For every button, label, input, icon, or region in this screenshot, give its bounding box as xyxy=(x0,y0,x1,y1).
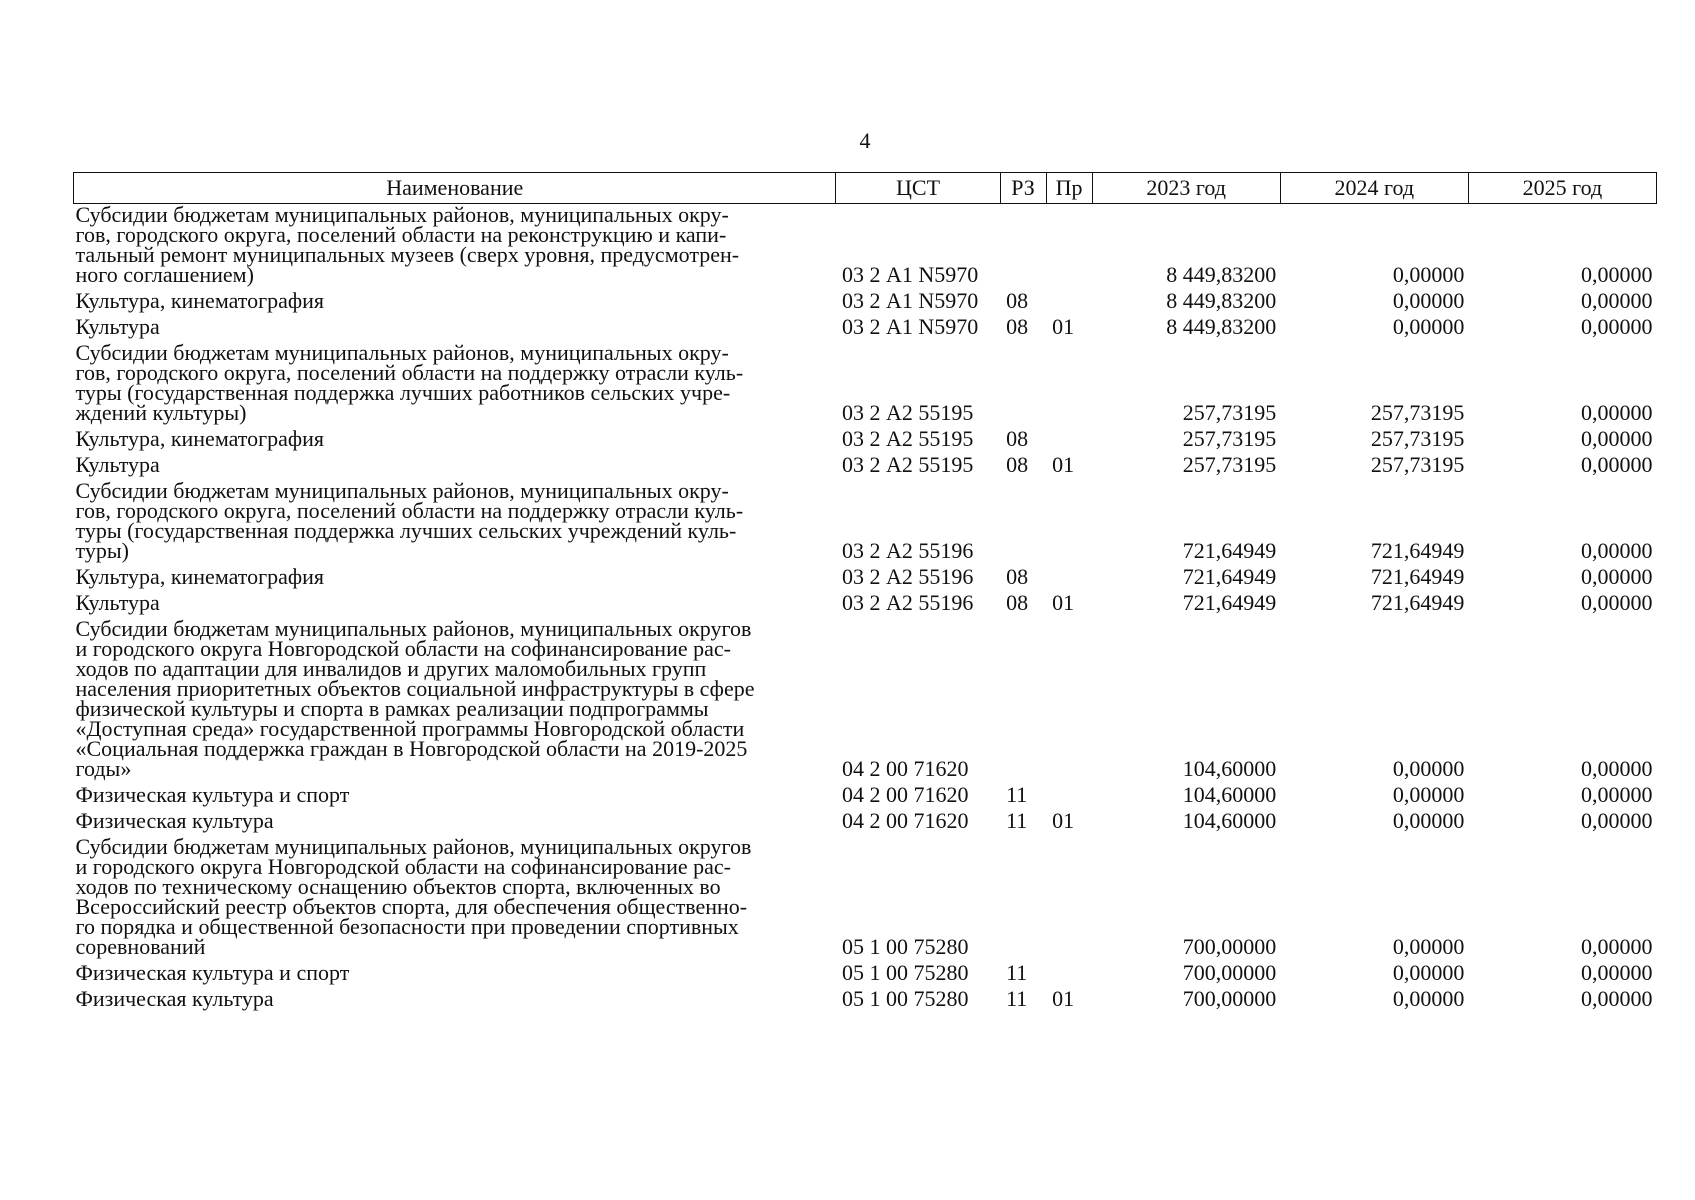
row-value-2024: 0,00000 xyxy=(1392,756,1465,781)
row-pr xyxy=(1046,618,1092,784)
row-rz xyxy=(1000,836,1046,962)
row-value-2025: 0,00000 xyxy=(1581,314,1653,339)
header-name: Наименование xyxy=(74,173,836,204)
row-pr xyxy=(1046,836,1092,962)
row-value-2024: 0,00000 xyxy=(1392,934,1465,959)
row-value-2025: 0,00000 xyxy=(1581,564,1653,589)
row-cst: 04 2 00 71620 xyxy=(841,756,969,781)
row-pr xyxy=(1046,480,1092,566)
table-row xyxy=(74,480,1657,566)
row-rz: 08 xyxy=(1006,452,1029,477)
row-pr: 01 xyxy=(1052,590,1075,615)
row-rz: 08 xyxy=(1006,426,1029,451)
row-value-2023: 700,00000 xyxy=(1182,934,1277,959)
header-cst: ЦСТ xyxy=(836,173,1000,204)
table-row xyxy=(74,342,1657,428)
row-rz xyxy=(1000,204,1046,291)
row-value-2024: 721,64949 xyxy=(1370,564,1465,589)
row-value-2023: 257,73195 xyxy=(1182,452,1277,477)
row-value-2025: 0,00000 xyxy=(1581,808,1653,833)
row-name: Субсидии бюджетам муниципальных районов, муниципальных округов и городского округа Новгородской области на софинансирование рас- ходов по адаптации для инвалидов и других маломобильных групп населения приоритетных объектов социальной инфраструктуры в сфере физической культуры и спорта в рамках реализации подпрограммы «Доступная среда» государственной программы Новгородской области «Социальная поддержка граждан в Новгородской области на 2019-2025 годы» xyxy=(75,616,755,781)
row-cst: 03 2 А2 55196 xyxy=(841,538,974,563)
table-row xyxy=(74,836,1657,962)
header-pr: Пр xyxy=(1046,173,1092,204)
table-row xyxy=(74,618,1657,784)
row-value-2024: 257,73195 xyxy=(1370,452,1465,477)
row-name: Культура, кинематография xyxy=(75,288,325,313)
page-number: 4 xyxy=(859,128,871,153)
row-value-2024: 0,00000 xyxy=(1392,288,1465,313)
row-rz: 08 xyxy=(1006,564,1029,589)
row-pr xyxy=(1046,428,1092,454)
row-name: Физическая культура xyxy=(75,986,274,1011)
row-value-2024: 257,73195 xyxy=(1370,400,1465,425)
row-rz xyxy=(1000,342,1046,428)
row-pr xyxy=(1046,290,1092,316)
row-value-2023: 8 449,83200 xyxy=(1166,288,1277,313)
row-value-2023: 257,73195 xyxy=(1182,426,1277,451)
row-value-2025: 0,00000 xyxy=(1581,538,1653,563)
row-value-2024: 0,00000 xyxy=(1392,986,1465,1011)
row-value-2025: 0,00000 xyxy=(1581,782,1653,807)
header-rz: РЗ xyxy=(1000,173,1046,204)
row-value-2024: 0,00000 xyxy=(1392,314,1465,339)
row-value-2025: 0,00000 xyxy=(1581,934,1653,959)
row-value-2023: 700,00000 xyxy=(1182,960,1277,985)
row-cst: 03 2 А1 N5970 xyxy=(841,314,979,339)
header-2025: 2025 год xyxy=(1468,173,1656,204)
row-value-2024: 0,00000 xyxy=(1392,960,1465,985)
row-cst: 04 2 00 71620 xyxy=(841,782,969,807)
row-value-2024: 0,00000 xyxy=(1392,262,1465,287)
header-2024: 2024 год xyxy=(1280,173,1468,204)
table-row xyxy=(74,290,1657,316)
row-pr xyxy=(1046,962,1092,988)
table-row xyxy=(74,962,1657,988)
row-rz: 11 xyxy=(1006,960,1028,985)
row-name: Субсидии бюджетам муниципальных районов, муниципальных окру- гов, городского округа, поселений области на поддержку отрасли куль- туры (государственная поддержка лучших сельских учреждений куль- туры) xyxy=(75,478,744,563)
row-cst: 03 2 А2 55195 xyxy=(841,452,974,477)
row-value-2024: 0,00000 xyxy=(1392,782,1465,807)
row-value-2023: 721,64949 xyxy=(1182,538,1277,563)
row-name: Субсидии бюджетам муниципальных районов, муниципальных окру- гов, городского округа, поселений области на поддержку отрасли куль- туры (государственная поддержка лучших работников сельских учре- ждений культуры) xyxy=(75,340,744,425)
row-value-2025: 0,00000 xyxy=(1581,756,1653,781)
row-pr xyxy=(1046,784,1092,810)
header-2023: 2023 год xyxy=(1092,173,1280,204)
row-name: Физическая культура xyxy=(75,808,274,833)
row-name: Субсидии бюджетам муниципальных районов, муниципальных округов и городского округа Новгородской области на софинансирование рас- ходов по техническому оснащению объектов спорта, включенных во Всероссийский реестр объектов спорта, для обеспечения общественно- го порядка и общественной безопасности при проведении спортивных соревнований xyxy=(75,834,752,959)
row-cst: 05 1 00 75280 xyxy=(841,934,969,959)
row-cst: 03 2 А1 N5970 xyxy=(841,288,979,313)
row-value-2025: 0,00000 xyxy=(1581,590,1653,615)
row-pr xyxy=(1046,204,1092,291)
row-rz: 11 xyxy=(1006,808,1028,833)
row-name: Культура xyxy=(75,314,160,339)
row-cst: 03 2 А1 N5970 xyxy=(841,262,979,287)
table-row xyxy=(74,810,1657,836)
row-rz: 08 xyxy=(1006,314,1029,339)
row-rz xyxy=(1000,618,1046,784)
row-rz: 11 xyxy=(1006,986,1028,1011)
row-value-2025: 0,00000 xyxy=(1581,262,1653,287)
row-pr: 01 xyxy=(1052,452,1075,477)
table-row xyxy=(74,592,1657,618)
row-rz: 08 xyxy=(1006,590,1029,615)
row-value-2025: 0,00000 xyxy=(1581,986,1653,1011)
row-value-2023: 721,64949 xyxy=(1182,590,1277,615)
row-name: Физическая культура и спорт xyxy=(75,782,350,807)
row-rz xyxy=(1000,480,1046,566)
table-row xyxy=(74,784,1657,810)
row-pr: 01 xyxy=(1052,808,1075,833)
row-value-2024: 721,64949 xyxy=(1370,538,1465,563)
table-row xyxy=(74,988,1657,1014)
row-value-2025: 0,00000 xyxy=(1581,960,1653,985)
row-value-2023: 104,60000 xyxy=(1182,756,1277,781)
table-header-row xyxy=(74,173,1657,204)
row-cst: 04 2 00 71620 xyxy=(841,808,969,833)
row-name: Культура, кинематография xyxy=(75,564,325,589)
table-body xyxy=(74,204,1657,1015)
row-value-2024: 257,73195 xyxy=(1370,426,1465,451)
row-cst: 05 1 00 75280 xyxy=(841,986,969,1011)
row-pr: 01 xyxy=(1052,986,1075,1011)
row-pr xyxy=(1046,342,1092,428)
row-rz: 08 xyxy=(1006,288,1029,313)
row-cst: 03 2 А2 55196 xyxy=(841,590,974,615)
row-name: Культура xyxy=(75,452,160,477)
table-row xyxy=(74,566,1657,592)
row-cst: 03 2 А2 55195 xyxy=(841,400,974,425)
row-value-2024: 0,00000 xyxy=(1392,808,1465,833)
table-row xyxy=(74,204,1657,291)
row-value-2023: 700,00000 xyxy=(1182,986,1277,1011)
table-row xyxy=(74,454,1657,480)
row-value-2025: 0,00000 xyxy=(1581,400,1653,425)
row-cst: 03 2 А2 55195 xyxy=(841,426,974,451)
row-value-2023: 721,64949 xyxy=(1182,564,1277,589)
row-value-2024: 721,64949 xyxy=(1370,590,1465,615)
row-value-2025: 0,00000 xyxy=(1581,426,1653,451)
row-value-2023: 8 449,83200 xyxy=(1166,262,1277,287)
row-name: Субсидии бюджетам муниципальных районов, муниципальных окру- гов, городского округа, поселений области на реконструкцию и капи- тальный ремонт муниципальных музеев (сверх уровня, предусмотрен- ного соглашением) xyxy=(75,202,740,287)
row-cst: 03 2 А2 55196 xyxy=(841,564,974,589)
table-row xyxy=(74,428,1657,454)
row-value-2025: 0,00000 xyxy=(1581,452,1653,477)
row-pr xyxy=(1046,566,1092,592)
row-value-2025: 0,00000 xyxy=(1581,288,1653,313)
row-cst: 05 1 00 75280 xyxy=(841,960,969,985)
row-value-2023: 104,60000 xyxy=(1182,808,1277,833)
budget-table xyxy=(73,172,1657,1014)
row-rz: 11 xyxy=(1006,782,1028,807)
row-pr: 01 xyxy=(1052,314,1075,339)
row-name: Культура xyxy=(75,590,160,615)
row-name: Культура, кинематография xyxy=(75,426,325,451)
row-value-2023: 257,73195 xyxy=(1182,400,1277,425)
row-value-2023: 8 449,83200 xyxy=(1166,314,1277,339)
table-row xyxy=(74,316,1657,342)
row-value-2023: 104,60000 xyxy=(1182,782,1277,807)
row-name: Физическая культура и спорт xyxy=(75,960,350,985)
